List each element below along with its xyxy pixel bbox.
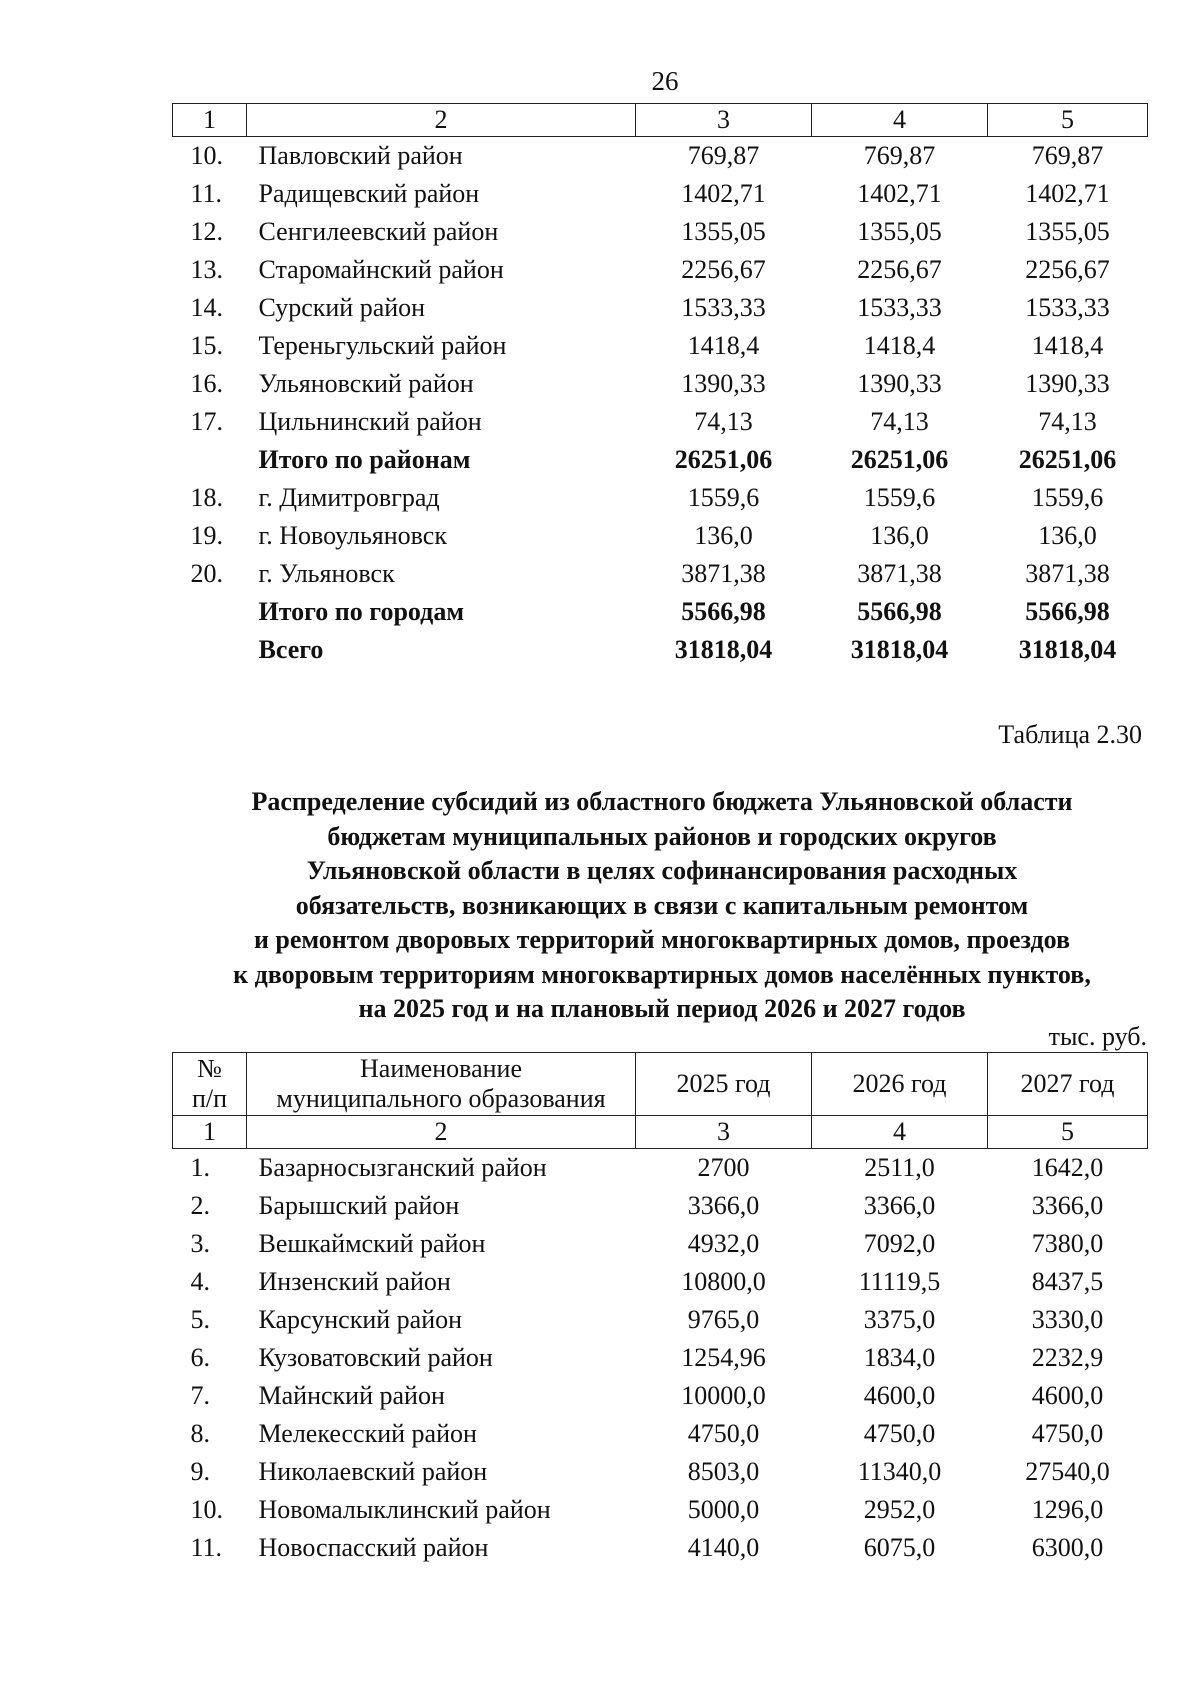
row-value-2025: 31818,04 (674, 635, 773, 664)
table-row (173, 403, 1148, 441)
row-number (173, 593, 247, 631)
row-value-2025: 1533,33 (681, 293, 766, 322)
row-number: 12. (190, 217, 223, 246)
row-value-2026: 1390,33 (857, 369, 942, 398)
column-number: 4 (812, 1116, 988, 1149)
table-row (173, 327, 1148, 365)
header-year-2027: 2027 год (988, 1053, 1148, 1116)
row-value-2025: 3366,0 (687, 1191, 760, 1220)
row-value-2025: 1559,6 (687, 483, 760, 512)
row-value-2027: 1559,6 (1031, 483, 1104, 512)
row-number: 14. (190, 293, 223, 322)
row-value-2027: 1390,33 (1025, 369, 1110, 398)
page-number: 26 (651, 66, 679, 96)
subsidies-table (172, 1052, 1148, 1567)
column-number: 2 (247, 104, 636, 137)
row-value-2026: 2256,67 (857, 255, 942, 284)
row-name: Инзенский район (258, 1267, 451, 1296)
row-value-2026: 3366,0 (863, 1191, 936, 1220)
row-name: Радищевский район (258, 179, 480, 208)
row-value-2027: 769,87 (1031, 141, 1104, 170)
table-row (173, 1187, 1148, 1225)
table-row (173, 1491, 1148, 1529)
column-number: 5 (988, 1116, 1148, 1149)
table-row (173, 213, 1148, 251)
column-number: 1 (173, 1116, 247, 1149)
column-number: 1 (173, 104, 247, 137)
total-row (173, 441, 1148, 479)
header-year-2026: 2026 год (812, 1053, 988, 1116)
row-name: Вешкаймский район (258, 1229, 486, 1258)
row-number: 6. (190, 1343, 210, 1372)
title-line: Ульяновской области в целях софинансирования расходных (306, 856, 1018, 885)
row-name: Майнский район (258, 1381, 445, 1410)
row-value-2027: 136,0 (1038, 521, 1097, 550)
row-value-2027: 2232,9 (1031, 1343, 1104, 1372)
table-row (173, 1415, 1148, 1453)
row-value-2026: 4750,0 (863, 1419, 936, 1448)
table-row (173, 175, 1148, 213)
row-value-2027: 3871,38 (1025, 559, 1110, 588)
row-number: 17. (190, 407, 223, 436)
row-value-2026: 4600,0 (863, 1381, 936, 1410)
column-number: 2 (247, 1116, 636, 1149)
row-value-2025: 1402,71 (681, 179, 766, 208)
row-number: 11. (190, 179, 223, 208)
row-name: Новоспасский район (258, 1533, 489, 1562)
row-value-2026: 7092,0 (863, 1229, 936, 1258)
row-name: Ульяновский район (258, 369, 474, 398)
row-value-2025: 10000,0 (681, 1381, 766, 1410)
table-row (173, 137, 1148, 176)
row-value-2025: 4750,0 (687, 1419, 760, 1448)
table-row (173, 1149, 1148, 1188)
column-number: 4 (812, 104, 988, 137)
row-value-2025: 4932,0 (687, 1229, 760, 1258)
row-number: 7. (190, 1381, 210, 1410)
row-number (173, 441, 247, 479)
row-value-2027: 1402,71 (1025, 179, 1110, 208)
row-name: Всего (258, 635, 324, 664)
row-value-2025: 769,87 (687, 141, 760, 170)
header-year-2025: 2025 год (636, 1053, 812, 1116)
row-value-2027: 6300,0 (1031, 1533, 1104, 1562)
table-label: Таблица 2.30 (998, 720, 1142, 749)
table-row (173, 1453, 1148, 1491)
row-name: Тереньгульский район (258, 331, 507, 360)
row-value-2027: 1418,4 (1031, 331, 1104, 360)
title-line: бюджетам муниципальных районов и городских округов (327, 821, 997, 851)
row-value-2025: 2700 (697, 1153, 750, 1182)
row-value-2025: 1418,4 (687, 331, 760, 360)
header-number: № п/п (173, 1053, 247, 1116)
row-number: 13. (190, 255, 223, 284)
row-value-2027: 1355,05 (1025, 217, 1110, 246)
row-value-2026: 1834,0 (863, 1343, 936, 1372)
row-name: Барышский район (258, 1191, 460, 1220)
title-line: Распределение субсидий из областного бюджета Ульяновской области (251, 787, 1073, 816)
row-value-2025: 26251,06 (674, 445, 773, 474)
row-value-2025: 136,0 (694, 521, 753, 550)
row-number: 15. (190, 331, 223, 360)
row-name: Базарносызганский район (258, 1153, 547, 1182)
row-value-2025: 74,13 (694, 407, 753, 436)
row-number: 11. (190, 1533, 223, 1562)
row-value-2026: 136,0 (870, 521, 929, 550)
row-number: 3. (190, 1229, 210, 1258)
table-row (173, 1225, 1148, 1263)
column-number-row (173, 104, 1148, 137)
row-value-2026: 1559,6 (863, 483, 936, 512)
row-value-2026: 2511,0 (864, 1153, 935, 1182)
row-name: Старомайнский район (258, 255, 504, 284)
units-label: тыс. руб. (1048, 1022, 1147, 1051)
row-value-2026: 769,87 (863, 141, 936, 170)
row-value-2026: 2952,0 (863, 1495, 936, 1524)
total-row (173, 593, 1148, 631)
table-row (173, 251, 1148, 289)
row-name: Сенгилеевский район (258, 217, 499, 246)
row-value-2027: 1533,33 (1025, 293, 1110, 322)
row-value-2027: 27540,0 (1025, 1457, 1110, 1486)
row-value-2026: 1533,33 (857, 293, 942, 322)
column-number: 5 (988, 104, 1148, 137)
row-value-2027: 3366,0 (1031, 1191, 1104, 1220)
row-number: 16. (190, 369, 223, 398)
row-value-2025: 1355,05 (681, 217, 766, 246)
row-name: г. Ульяновск (258, 559, 395, 588)
row-value-2027: 2256,67 (1025, 255, 1110, 284)
row-number: 2. (190, 1191, 210, 1220)
row-number: 10. (190, 141, 223, 170)
title-line: и ремонтом дворовых территорий многоквартирных домов, проездов (253, 925, 1071, 954)
column-number-row (173, 1116, 1148, 1149)
row-number: 9. (190, 1457, 210, 1486)
table-row (173, 1263, 1148, 1301)
table-row (173, 1301, 1148, 1339)
table-row (173, 1529, 1148, 1567)
table-row (173, 365, 1148, 403)
header-name: Наименование муниципального образования (247, 1053, 636, 1116)
title-line: на 2025 год и на плановый период 2026 и 2027 годов (358, 994, 966, 1023)
row-name: Павловский район (258, 141, 463, 170)
column-number: 3 (636, 104, 812, 137)
row-value-2027: 1296,0 (1031, 1495, 1104, 1524)
row-value-2026: 3375,0 (863, 1305, 936, 1334)
row-value-2025: 1390,33 (681, 369, 766, 398)
column-number: 3 (636, 1116, 812, 1149)
row-name: г. Новоульяновск (258, 521, 447, 550)
row-value-2027: 4600,0 (1031, 1381, 1104, 1410)
row-value-2027: 26251,06 (1018, 445, 1117, 474)
row-value-2027: 1642,0 (1031, 1153, 1104, 1182)
row-value-2025: 2256,67 (681, 255, 766, 284)
row-value-2025: 9765,0 (687, 1305, 760, 1334)
row-value-2025: 5566,98 (681, 597, 766, 626)
row-value-2027: 31818,04 (1018, 635, 1117, 664)
table-row (173, 1377, 1148, 1415)
row-value-2026: 1418,4 (863, 331, 936, 360)
row-value-2026: 1355,05 (857, 217, 942, 246)
table-row (173, 555, 1148, 593)
title-line: обязательств, возникающих в связи с капитальным ремонтом (295, 890, 1029, 920)
row-value-2025: 5000,0 (687, 1495, 760, 1524)
row-value-2026: 31818,04 (850, 635, 949, 664)
total-row (173, 631, 1148, 669)
row-name: Кузоватовский район (258, 1343, 493, 1372)
row-number: 8. (190, 1419, 210, 1448)
row-value-2026: 3871,38 (857, 559, 942, 588)
row-number: 10. (190, 1495, 223, 1524)
row-name: Николаевский район (258, 1457, 488, 1486)
table-title (172, 785, 1152, 1027)
row-name: Итого по районам (258, 445, 471, 474)
row-number: 4. (190, 1267, 210, 1296)
row-value-2027: 8437,5 (1031, 1267, 1104, 1296)
row-value-2025: 8503,0 (687, 1457, 760, 1486)
row-name: Новомалыклинский район (258, 1495, 551, 1524)
row-value-2026: 26251,06 (850, 445, 949, 474)
row-value-2025: 10800,0 (681, 1267, 766, 1296)
table-row (173, 1339, 1148, 1377)
row-value-2027: 7380,0 (1031, 1229, 1104, 1258)
table-row (173, 517, 1148, 555)
row-number: 5. (190, 1305, 210, 1334)
row-value-2025: 3871,38 (681, 559, 766, 588)
row-value-2025: 4140,0 (687, 1533, 760, 1562)
row-value-2027: 5566,98 (1025, 597, 1110, 626)
row-name: Карсунский район (258, 1305, 463, 1334)
row-value-2026: 11340,0 (857, 1457, 942, 1486)
row-value-2027: 3330,0 (1031, 1305, 1104, 1334)
row-number: 20. (190, 559, 223, 588)
row-number (173, 631, 247, 669)
row-name: Цильнинский район (258, 407, 482, 436)
title-line: к дворовым территориям многоквартирных домов населённых пунктов, (233, 959, 1091, 989)
row-value-2026: 11119,5 (858, 1267, 941, 1296)
row-value-2027: 74,13 (1038, 407, 1097, 436)
continued-table (172, 103, 1148, 669)
row-value-2026: 5566,98 (857, 597, 942, 626)
row-value-2026: 1402,71 (857, 179, 942, 208)
row-value-2026: 6075,0 (863, 1533, 936, 1562)
row-value-2025: 1254,96 (681, 1343, 766, 1372)
row-name: Мелекесский район (258, 1419, 477, 1448)
row-name: Сурский район (258, 293, 426, 322)
header-row (173, 1053, 1148, 1116)
row-number: 19. (190, 521, 223, 550)
row-name: г. Димитровград (258, 483, 440, 512)
table-row (173, 479, 1148, 517)
table-row (173, 289, 1148, 327)
row-value-2027: 4750,0 (1031, 1419, 1104, 1448)
row-number: 1. (190, 1153, 210, 1182)
row-name: Итого по городам (258, 597, 465, 626)
row-number: 18. (190, 483, 223, 512)
row-value-2026: 74,13 (870, 407, 929, 436)
